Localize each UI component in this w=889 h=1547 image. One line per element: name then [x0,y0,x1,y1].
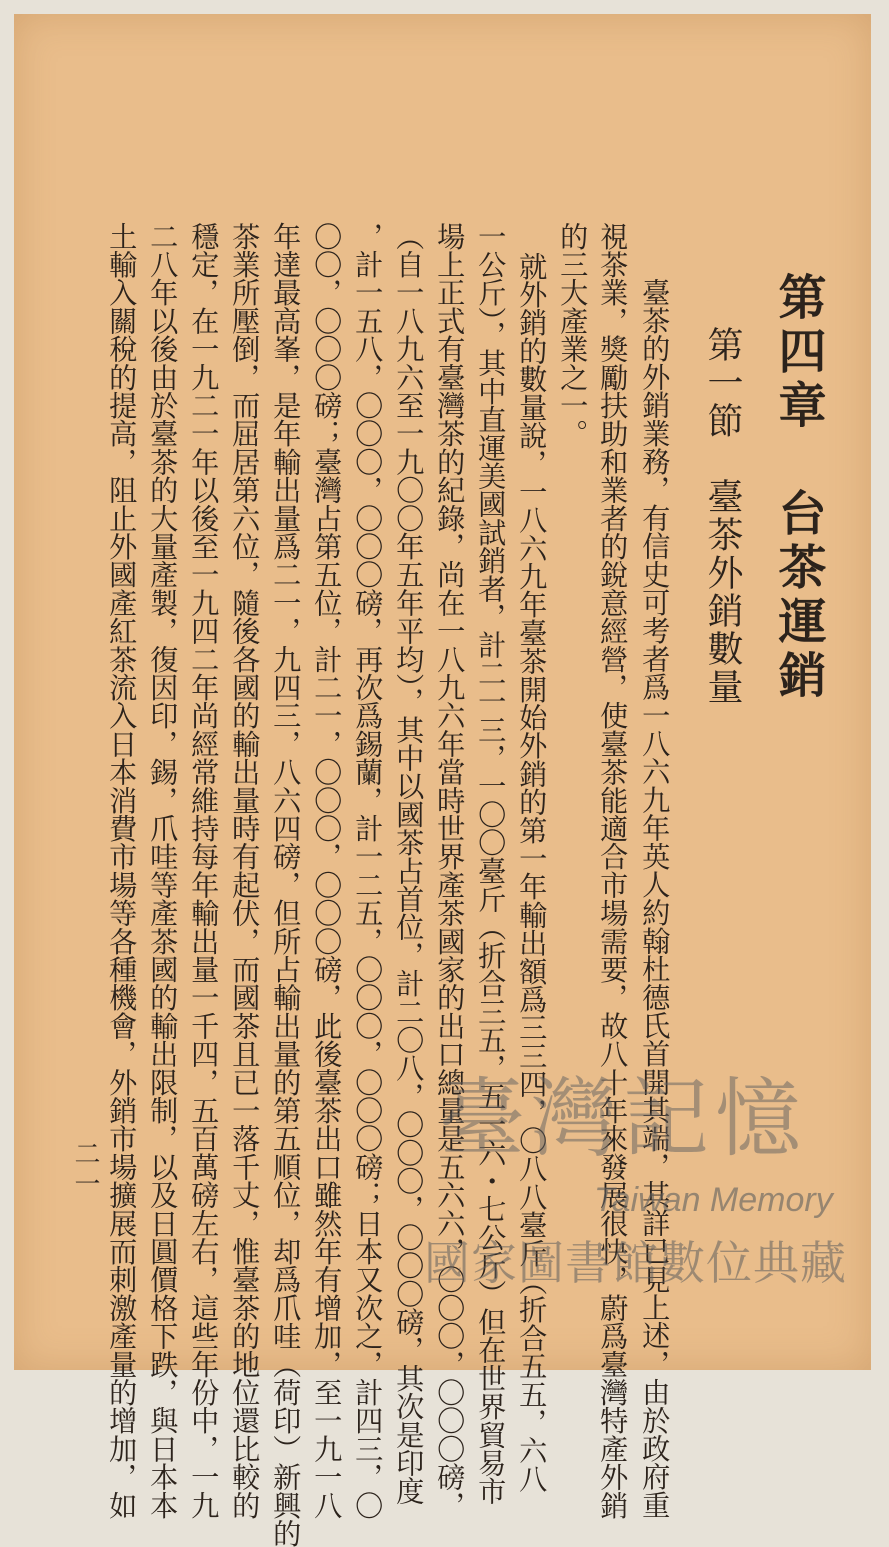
text-column: 年達最高峯，是年輸出量爲二一，九四三，八六四磅，但所占輸出量的第五順位，却爲爪哇（荷印）新興的 [269,222,303,1547]
watermark-organization: 國家圖書館數位典藏 [424,1236,847,1290]
text-column: ，計一五八，〇〇〇，〇〇〇磅，再次爲錫蘭，計一二五，〇〇〇，〇〇〇磅；日本又次之，計四三，〇 [351,222,385,1520]
text-column: 一公斤），其中直運美國試銷者，計二一三，一〇〇臺斤（折合三五，五一六・七公斤）但在世界貿易市 [474,222,508,1506]
text-column: 〇〇，〇〇〇磅；臺灣占第五位，計二一，〇〇〇，〇〇〇磅，此後臺茶出口雖然年有增加，至一九一八 [310,222,344,1520]
watermark-title: 臺灣記憶 [439,1069,807,1169]
text-column: 茶業所壓倒，而屈居第六位，隨後各國的輸出量時有起伏，而國茶且已一落千丈，惟臺茶的地位還比較的 [228,222,262,1520]
text-column: 視茶業，獎勵扶助和業者的銳意經營，使臺茶能適合市場需要，故八十年來發展很快，蔚爲臺灣特產外銷 [596,222,630,1520]
page-number: 二一 [70,1140,100,1200]
book-page [14,14,871,1547]
text-column: 場上正式有臺灣茶的紀錄，尚在一八九六年當時世界產茶國家的出口總量是五六六，〇〇〇，〇〇〇磅， [433,222,467,1520]
text-column: 的三大產業之一。 [556,222,590,448]
section-title: 第一節 臺茶外銷數量 [702,326,743,706]
text-column: 土輸入關稅的提高，阻止外國產紅茶流入日本消費市場等各種機會，外銷市場擴展而刺激產量的增加，如 [105,222,139,1520]
text-column: 就外銷的數量說，一八六九年臺茶開始外銷的第一年輸出額爲三三四，〇八八臺斤（折合五五，六八 [515,252,549,1493]
text-column: 二八年以後由於臺茶的大量產製，復因印，錫，爪哇等產茶國的輸出限制，以及日圓價格下跌，與日本本 [146,222,180,1520]
text-column: （自一八九六至一九〇〇年五年平均），其中以國茶占首位，計二〇八，〇〇〇，〇〇〇磅，其次是印度 [392,222,426,1506]
text-column: 穩定，在一九二一年以後至一九四二年尚經常維持每年輸出量一千四，五百萬磅左右，這些年份中，一九 [187,222,221,1520]
watermark-subtitle: Taiwan Memory [594,1181,833,1219]
chapter-title: 第四章 台茶運銷 [770,272,826,704]
text-column: 臺茶的外銷業務，有信史可考者爲一八六九年英人約翰杜德氏首開其端，其詳已見上述，由於政府重 [638,278,672,1519]
